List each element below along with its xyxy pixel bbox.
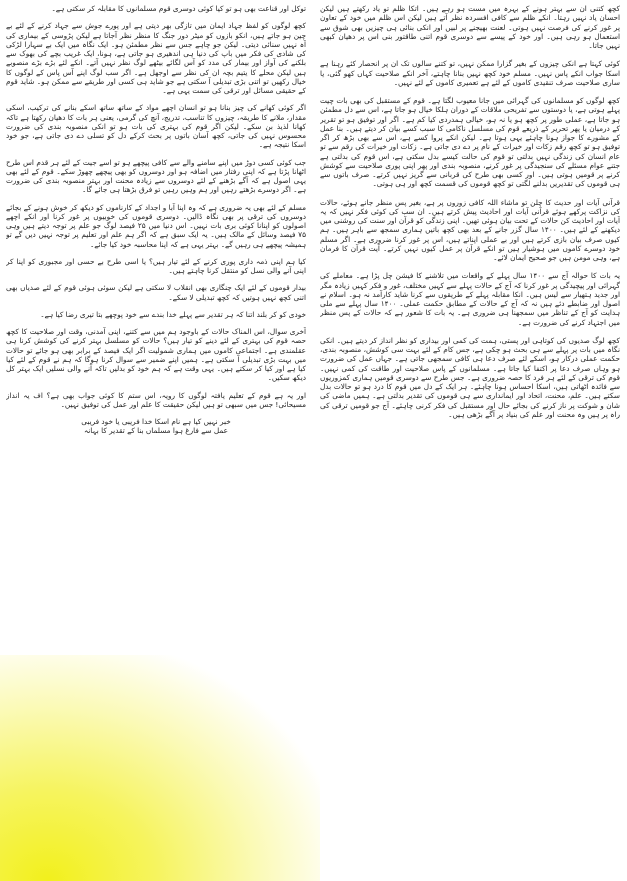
paragraph: کیا ہم اپنی ذمہ داری پوری کرنے کے لئے تیار ہیں؟ یا اسی طرح بے حسی اور مجبوری کو اپنا کر اپنی آنے والی نسل کو منتقل کرنا چاہتے ہیں۔ [6,256,306,275]
paragraph: یہ بات کا حوالہ آج سے ۱۴۰۰ سال پہلے کے واقعات میں تلاشنے کا فیشن چل پڑا ہے۔ معاملے کی گہرائی اور پیچیدگی پر غور کرنا کہ آج کے حالات پہلے سے کہیں مختلف، غور و فکر کہیں زیادہ مگر اور جدید ہتھیار سے لیس ہیں۔ انکا مقابلہ پہلے کے طریقوں سے کرنا شاید کارآمد نہ ہو۔ اسلام نے اصول اور ضابطے دئے ہیں نہ کہ آج کے حالات کے مطابق حکمت عملی۔ ۱۴۰۰ سال پہلے سے ملی ہدایت کو آج کے تناظر میں سمجھنا ہی ضروری ہے۔ یہ بات کا شعور ہے کہ حالات کے پس منظر میں اجتہاد کرنے کی ضرورت ہے۔ [320,271,620,327]
paragraph: مسلم کے لئے بھی یہ ضروری ہے کہ وہ اپنا آبا و اجداد کے کارناموں کو دیکھ کر خوش ہونے کے بجائے دوسروں کی ترقی پر بھی نگاہ ڈالیں۔ دوسری قوموں کی خوبیوں پر غور کرنا اور انکے اچھے اصولوں کو اپنانا کوئی بری بات نہیں۔ اس دنیا میں ۲۵ فیصد لوگ جو علم پر توجہ دیتے ہیں وہی ۷۵ فیصد وسائل کے مالک ہیں۔ یہ ایک سبق ہے کہ اگر ہم علم اور تعلیم پر توجہ نہیں دیں گے تو ہمیشہ پیچھے ہی رہیں گے۔ بہتر یہی ہے کہ اپنا محاسبہ خود کیا جائے۔ [6,202,306,249]
paragraph: اور یہ ہے قوم کے تعلیم یافتہ لوگوں کا رویہ، اس ستم کا کوئی جواب بھی ہے؟ اف یہ انداز مسیحائی! جس میں سبھی تو ہیں لیکن حقیقت کا علم اور عمل کی توفیق نہیں۔ [6,390,306,409]
paragraph: کوئی کہتا ہے انکی چیزوں کے بغیر گزارا ممکن نہیں، تو کتنے سالوں تک ان پر انحصار کئے رہنا ہے اسکا جواب انکے پاس نہیں۔ مسلم خود کچھ نہیں بنانا چاہتے، آخر انکے صلاحیت کہاں کھو گئی، یا ساری صلاحیت صرف تنقیدی کاموں کے لئے ہے تعمیری کاموں کے لئے نہیں۔ [320,59,620,87]
paragraph: کچھ لوگوں کو مسلمانوں کی گہرائی میں جانا معیوب لگتا ہے۔ قوم کے مستقبل کی بھی بات چیت پہلے ہوتی ہے، یا دوستوں سے تفریحی ملاقات کے دوران ہلکا خیال ہو جاتا ہے، اس سے دل مطمئن ہو جاتا ہے، عملی طور پر کچھ ہو یا نہ ہو، خیالی ہمدردی کیا کم ہے۔ اگر اور توفیق ہو تو تقریر کے درمیان یا پھر تحریر کے ذریعے قوم کی مسلسل ناکامی کا سبب کسے بیان کر دیتے ہیں۔ بنا عمل کے مشورے کا جواز ہونا چاہئے یہی ہوتا ہے۔ لیکن انکے پروا کسے ہے، اس سے بھی بڑھ کر اگر توفیق ہو تو کچھ رقم زکات اور خیرات کے نام پر دے دی جاتی ہے۔ زکات اور خیرات کی رقم سے تو عام انسان کی زندگی نہیں بدلتی تو قوم کی حالت کیسے بدل سکتی ہے، اس قوم کی بدلتی ہے جتنے عوام مسئلے کی سنجیدگی پر غور کرنے، منصوبہ بندی اور پھر اپنی پوری صلاحیت سے کوشش کرنے پر قومیں ہوتی ہیں۔ اور کسی بھی طرح کی قربانی سے گریز نہیں کرتے۔ صرف باتوں سے ہی قوموں کی تقدیریں بدلنے لگتی تو کچھ قوموں کی قسمت کچھ اور ہی ہوتی۔ [320,96,620,189]
closing-poem [6,417,306,436]
verse-quote: خودی کو کر بلند اتنا کہ ہر تقدیر سے پہلے خدا بندے سے خود پوچھے بتا تیری رضا کیا ہے۔ [40,309,306,319]
paragraph: کچھ لوگ صدیوں کی کوتاہی اور پستی، ہمت کی کمی اور بیداری کو نظر انداز کر دیتے ہیں۔ انکی نگاہ میں بات پر پہلے سے ہی بحث ہو چکی ہے، جس کام کے لئے بہت سی کوشش، منصوبہ بندی، حکمت عملی درکار ہو، اسکے لئے صرف دعا ہی کافی سمجھی جاتی ہے۔ جہاں عمل کی ضرورت ہو وہاں صرف دعا پر اکتفا کیا جاتا ہے۔ مسلمانوں کے پاس صلاحیت اور طاقت کی کمی نہیں۔ قوم کی ترقی کے لئے ہر فرد کا حصہ ضروری ہے۔ جس طرح سے دوسری قومیں ہماری کمزوریوں سے فائدہ اٹھاتی ہیں، اسکا احساس ہونا چاہئے۔ ہر ایک کے دل میں قوم کا درد ہو تو حالات بدل سکتے ہیں۔ علم، محنت، اتحاد اور ایمانداری سے ہی قوموں کی تقدیر بدلتی ہے۔ ہمیں ماضی کی شان و شوکت پر ناز کرنے کی بجائے حال اور مستقبل کی فکر کرنی چاہئے۔ آج جو قومیں ترقی کی راہ پر ہیں وہ محنت اور علم کی بنیاد پر آگے بڑھی ہیں۔ [320,335,620,419]
paragraph: جب کوئی کسی دوڑ میں اپنے سامنے والے سے کافی پیچھے ہو تو اسے جیت کے لئے ہر قدم اس طرح اٹھانا پڑتا ہے کہ اپنی رفتار میں اضافہ ہو اور دوسروں کو بھی پیچھے چھوڑ سکے۔ قوم کے لئے بھی یہی اصول ہے کہ آگے بڑھنے کے لئے دوسروں سے زیادہ محنت اور بہتر منصوبہ بندی کی ضرورت ہے۔ اگر دوسرے بڑھتے رہیں اور ہم وہیں رہیں تو فرق بڑھتا ہی جائے گا۔ [6,157,306,195]
poem-line: خبر نہیں کیا ہے نام اسکا خدا فریبی یا خود فریبی [81,417,231,426]
paragraph: قرآنی آیات اور حدیث کا چلن تو ماشاء اللہ کافی زوروں پر ہے، بغیر پس منظر جانے ہوئے، حالات کی نزاکت پرکھے ہوئے قرآنی آیات اور احادیث پیش کرتے ہیں۔ ان سب کی کوئی فکر نہیں کہ یہ آیات اور احادیث کن حالات کے تحت بیان ہوئی تھیں۔ اپنی زندگی کو قرآن اور سنت کی روشنی میں دیکھنے کے لئے ہیں۔ ۱۴۰۰ سال گزر جانے کے بعد بھی کچھ باتیں ہماری سمجھ سے باہر ہیں۔ ہم کیوں صرف بیان بازی کرتے ہیں اور بے عملی اپناتے ہیں، اس پر غور کرنا ضروری ہے۔ اگر مسلم خود دوسرے کاموں میں ہوشیار ہیں تو انکے قرآن پر عمل کیوں نہیں کرتے۔ آیت قرآن کا فرمان ہے، وہی مومن ہیں جو صحیح ایمان لائے۔ [320,197,620,262]
paragraph: کچھ کتنی ان سے بہتر ہونے کے بہرہ میں مست ہو رہے ہیں۔ اتکا ظلم تو یاد رکھتے ہیں لیکن احسان یاد نہیں رہتا۔ انکے ظلم سے کافی افسردہ نظر آتے ہیں لیکن اس ظلم میں خود کے تعاون پر غور کرنے کی فرصت نہیں ہوتی۔ لعنت بھیجنے پر لبیں اور انکی بنائی ہی چیزیں بھی شوق سے استعمال ہو رہی ہیں۔ اور خود کے پیسے سے دوسری قوم اتنی طاقتور بنی اس پر دھیان کبھی نہیں جاتا۔ [320,4,620,50]
paragraph: بیدار قوموں کے لئے ایک چنگاری بھی انقلاب لا سکتی ہے لیکن سوئی ہوئی قوم کے لئے صدیاں بھی اتنی کچھ نہیں ہوتیں کہ کچھ تبدیلی لا سکے۔ [6,283,306,302]
paragraph: توکل اور قناعت بھی ہو تو کیا کوئی دوسری قوم مسلمانوں کا مقابلہ کر سکتی ہے۔ [51,4,306,13]
poem-line: عمل سے فارغ ہوا مسلماں بنا کے تقدیر کا بہانہ [83,426,228,436]
article-right-column [320,4,620,876]
paragraph: آخری سوال، اس المناک حالات کے باوجود ہم میں سے کتنے، اپنی آمدنی، وقت اور صلاحیت کا کچھ حصہ قوم کی بہتری کے لئے دینے کو تیار ہیں؟ حالات کو مسلسل بہتر کرنے کی کوشش کرنا ہی عقلمندی ہے۔ اجتماعی کاموں میں ہماری شمولیت اگر ایک فیصد کے برابر بھی ہو جائے تو حالات میں بہت بڑی تبدیلی آ سکتی ہے۔ ہمیں اپنے ضمیر سے سوال کرنا ہوگا کہ ہم نے قوم کے لئے کیا کیا ہے اور کیا کر سکتے ہیں۔ یہی وقت ہے کہ ہم خود کو بدلیں تاکہ آنے والی نسلیں ایک بہتر کل دیکھ سکیں۔ [6,327,306,383]
paragraph: کچھ لوگوں کو لفظ جہاد ایمان میں تازگی بھر دیتی ہے اور پورے جوش سے جہاد کرنے کے لئے بے چین ہو جاتے ہیں، انکو بازوں کو میٹر دور جنگ کا منظر نظر آجاتا ہے لیکن پڑوسی کے بیماری کی آہ نہیں سنائی دیتی۔ لیکن جو چاہے جس سے نظر مطمئن ہو۔ ایک نگاہ میں ایک بے سہارا لڑکی کی شادی کی فکر میں باپ کی دنیا ہی اندھیری ہو جاتی ہے، ہونا، ایک غریب بچے کی بھوک سے بلکنے کی آواز اور بیمار کی مدد کو آس لگائے بیٹھے لوگ نظر نہیں آتے۔ انکے لئے بڑے بڑے منصوبے ہیں لیکن محلے کا یتیم بچہ ان کی نظر سے اوجھل ہے۔ اگر سب لوگ اپنے آس پاس کے لوگوں کا خیال رکھیں تو اتنی بڑی تبدیلی آ سکتی ہے جو شاید ہی کسی اور طریقے سے ممکن ہو۔ شاید قوم کے حقیقی مسائل اور ترقی کی سمت یہی ہے۔ [6,21,306,95]
article-left-column [6,4,306,876]
paragraph: اگر کوئی کھانے کی چیز بنانا ہو تو انسان اچھے مواد کے ساتھ ساتھ اسکے بنانے کی ترکیب، اسکی مقدار، ملانے کا طریقہ، چیزوں کا تناسب، تدریج، آنچ کی گرمی، یعنی ہر بات کا دھیان رکھتا ہے تاکہ کھانا لذیذ بن سکے۔ لیکن اگر قوم کی بہتری کی بات ہو تو انکی منصوبہ بندی کی ضرورت محسوس نہیں کی جاتی، کچھ آسان باتوں پر بحث کرکے دل کو تسلی دے دی جاتی ہے، جو خود اسکا نتیجہ ہے۔ [6,103,306,150]
